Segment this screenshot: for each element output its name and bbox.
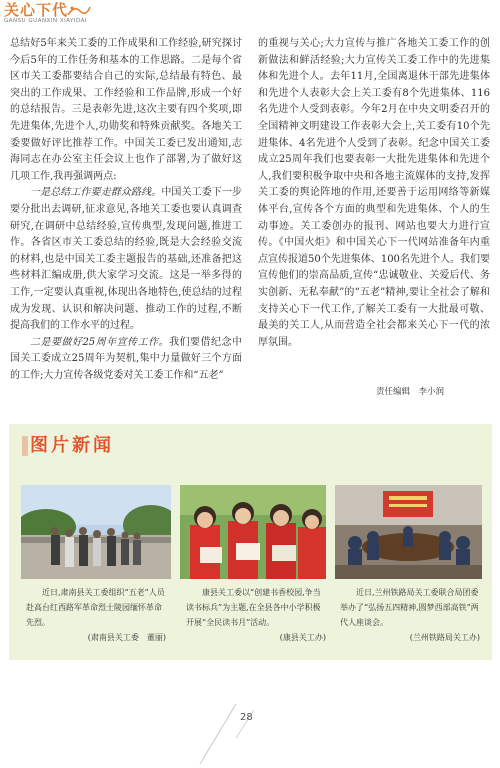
news-caption-source: (兰州铁路局关工办) [409,633,480,642]
news-photo-memorial-visit [21,485,171,579]
magazine-logo: 关心下代 [4,1,69,19]
news-caption-text: 近日,兰州铁路局关工委联合局团委举办了“弘扬五四精神,圆梦西部高铁”两代人座谈会。 [340,588,479,627]
article-paragraph [10,185,242,334]
article-paragraph: 的重视与关心;大力宣传与推广各地关工委工作的创新做法和鲜活经验;大力宣传关工委工作中的先进集体和先进个人。去年11月,全国离退休干部先进集体和先进个人表彰大会上关工委有8个先进集体、116名先进个人受到表彰。今年2月在中央文明委召开的全国精神文明建设工作表彰大会上,关工委有10个先进集体、4名先进个人受到了表彰。纪念中国关工委成立25周年我们也要表彰一大批先进集体和先进个人,我们要积极争取中央和各地主流媒体的支持,发挥关工委的舆论阵地的作用,还要善于运用网络等新媒体平台,宣传各个方面的典型和先进集体、个人的生动事迹。关工委创办的报刊、网站也要大力进行宣传。《中国火炬》和中国关心下一代网站准备年内重点宣传报道50个先进集体、100名先进个人。我们要宣传他们的崇高品质,宣传“忠诚敬业、关爱后代、务实创新、无私奉献”的“五老”精神,要让全社会了解和支持关心下一代工作,了解关工委有一大批最可敬、最美的关工人,从而营造全社会都来关心下一代的浓厚氛围。 [258,38,490,348]
picture-news-title: 图片新闻 [30,435,114,456]
article-emphasis: 二是要做好25周年宣传工作。 [30,336,170,348]
students-reading-photo-icon [180,485,326,579]
article-text: 中国关工委下一步要分批出去调研,征求意见,各地关工委也要认真调查研究,在调研中总结经验,宣传典型,发现问题,推进工作。各省区市关工委总结的经验,既是大会经验交流的材料,也是中国关工委主题报告的基础,还准备把这些材料汇编成册,供大家学习交流。这是一举多得的工作,一定要认真重视,体现出各地特色,使总结的过程成为发现、认识和解决问题、推动工作的过程,不断提高我们的工作水平的过程。 [10,187,243,332]
news-caption-text: 近日,肃南县关工委组织“五老”人员赴高台红西路军革命烈士陵园缅怀革命先烈。 [26,588,165,627]
article-paragraph [10,335,242,385]
article-emphasis: 一是总结工作要走群众路线。 [30,187,162,199]
magazine-header [4,2,124,28]
page-corner-decoration [196,700,256,768]
article-column-left [10,36,242,384]
news-title-accent [22,436,28,456]
news-photo-meeting [335,485,482,579]
news-photo-students-reading [180,485,326,579]
article-column-right [258,36,490,351]
news-caption-source: (康县关工办) [279,633,326,642]
article-paragraph: 总结好5年来关工委的工作成果和工作经验,研究探讨今后5年的工作任务和基本的工作思路。二是每个省区市关工委都要结合自己的实际,总结最有特色、最突出的工作成果、工作经验和工作品牌,形成一个好的总结报告。三是表彰先进,这次主要有四个奖项,即先进集体,先进个人,功勋奖和特殊贡献奖。各地关工委要做好评比推荐工作。中国关工委已发出通知,志海同志在办公室主任会议上也作了部署,为了做好这几项工作,我再强调两点: [10,38,242,182]
news-caption-text: 康县关工委以“创建书香校园,争当读书标兵”为主题,在全县各中小学积极开展“全民读书月”活动。 [186,588,321,627]
meeting-photo-icon [335,485,482,579]
memorial-visit-photo-icon [21,485,171,579]
news-caption [26,585,166,645]
responsible-editor: 责任编辑 李小润 [376,387,445,397]
news-caption [340,585,480,645]
page-number: 28 [240,712,253,723]
magazine-logo-pinyin: GANSU GUANXIN XIAYIDAI [4,18,88,24]
article-text: 我们要借纪念中国关工委成立25周年为契机,集中力量做好三个方面的工作;大力宣传各级党委对关工委工作和“五老” [10,336,243,381]
logo-flourish-icon [66,3,92,19]
news-caption-source: (肃南县关工委 董丽) [87,633,166,642]
news-caption [186,585,326,645]
